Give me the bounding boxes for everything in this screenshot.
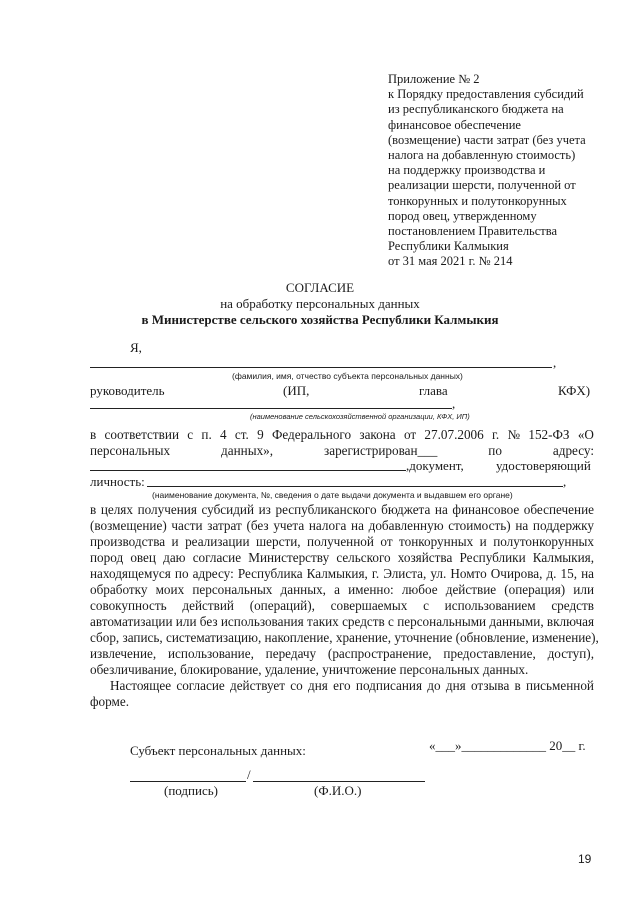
glava-word: глава xyxy=(419,383,448,398)
fio-short-fill-line[interactable] xyxy=(253,781,425,782)
organization-caption: (наименование сельскохозяйственной организации, КФХ, ИП) xyxy=(250,412,470,421)
word: 152-ФЗ xyxy=(528,427,570,442)
word: 9 xyxy=(257,427,264,442)
word: в xyxy=(90,427,97,442)
organization-heading: в Министерстве сельского хозяйства Республики Калмыкия xyxy=(141,312,499,327)
comma: , xyxy=(452,396,456,411)
paragraph-line: в целях получения субсидий из республиканского бюджета на финансовое обеспечение xyxy=(90,502,594,517)
word: от xyxy=(403,427,417,442)
address-fill-line[interactable] xyxy=(90,470,406,471)
organization-fill-line[interactable] xyxy=(90,408,452,409)
appendix-line: реализации шерсти, полученной от xyxy=(388,178,576,193)
paragraph-line: сбор, запись, систематизацию, накопление, хранение, уточнение (обновление, изменение), xyxy=(90,630,599,645)
validity-line: Настоящее согласие действует со дня его подписания до дня отзыва в письменной xyxy=(110,678,594,693)
appendix-line: (возмещение) части затрат (без учета xyxy=(388,132,586,147)
signature-separator: / xyxy=(247,767,251,782)
page-number: 19 xyxy=(578,852,592,866)
appendix-line: финансовое обеспечение xyxy=(388,117,521,132)
appendix-line: Республики Калмыкия xyxy=(388,239,509,254)
appendix-line: из республиканского бюджета на xyxy=(388,102,564,117)
word: по xyxy=(488,443,502,458)
document-subtitle: на обработку персональных данных xyxy=(220,296,420,311)
document-word: ,документ, xyxy=(406,458,464,473)
word: соответствии xyxy=(104,427,180,442)
document-title: СОГЛАСИЕ xyxy=(285,280,355,295)
word: Федерального xyxy=(271,427,352,442)
appendix-line: налога на добавленную стоимость) xyxy=(388,148,576,163)
udostoveryayushchiy-word: удостоверяющий xyxy=(496,458,591,473)
word: данных», xyxy=(221,443,274,458)
appendix-line: тонкорунных и полутонкорунных xyxy=(388,193,567,208)
appendix-block xyxy=(388,72,618,270)
appendix-line: Приложение № 2 xyxy=(388,72,480,86)
word: 27.07.2006 xyxy=(424,427,484,442)
word: зарегистрирован___ xyxy=(324,443,438,458)
comma: , xyxy=(563,474,567,489)
word: персональных xyxy=(90,443,171,458)
appendix-line: постановлением Правительства xyxy=(388,224,558,239)
ip-word: (ИП, xyxy=(283,383,310,398)
signature-caption: (подпись) xyxy=(164,783,218,798)
appendix-line: пород овец, утвержденному xyxy=(388,208,537,223)
law-line-1 xyxy=(90,427,594,443)
appendix-line: от 31 мая 2021 г. № 214 xyxy=(388,254,513,269)
document-caption: (наименование документа, №, сведения о дате выдачи документа и выдавшем его органе) xyxy=(152,490,513,500)
paragraph-line: производства и реализации шерсти, полученной от тонкорунных и полутонкорунных xyxy=(90,534,594,549)
fio-caption: (фамилия, имя, отчество субъекта персональных данных) xyxy=(232,371,463,381)
word: № xyxy=(507,427,521,442)
word: г. xyxy=(492,427,500,442)
paragraph-last-line: обезличивание, блокирование, удаление, уничтожение персональных данных. xyxy=(90,662,529,677)
paragraph-line: автоматизации или без использования таких средств с персональными данными, включая xyxy=(90,614,595,629)
subject-label: Субъект персональных данных: xyxy=(130,743,306,758)
paragraph-line: находящемуся по адресу: Республика Калмыкия, г. Элиста, ул. Номто Очирова, д. 15, на xyxy=(90,566,594,581)
appendix-line: на поддержку производства и xyxy=(388,163,546,178)
paragraph-line: обработку моих персональных данных, а именно: любое действие (операция) или xyxy=(90,582,594,597)
paragraph-line: совокупность действий (операций), совершаемых с использованием средств xyxy=(90,598,594,613)
word: ст. xyxy=(234,427,249,442)
paragraph-line: пород овец даю согласие Министерству сельского хозяйства Республики Калмыкия, xyxy=(90,550,594,565)
paragraph-line: извлечение, использование, передачу (распространение, предоставление, доступ), xyxy=(90,646,594,661)
word: закона xyxy=(359,427,396,442)
word: адресу: xyxy=(552,443,594,458)
identity-fill-line[interactable] xyxy=(147,486,563,487)
word: п. xyxy=(201,427,212,442)
word: с xyxy=(187,427,194,442)
signature-fill-line[interactable] xyxy=(130,781,246,782)
law-line-2 xyxy=(90,443,594,459)
kfh-word: КФХ) xyxy=(558,383,591,398)
paragraph-line: (возмещение) части затрат (без учета налога на добавленную стоимость) на поддержку xyxy=(90,518,594,533)
word: «О xyxy=(577,427,594,442)
appendix-line: к Порядку предоставления субсидий xyxy=(388,87,584,102)
date-field[interactable]: «___»_____________ 20__ г. xyxy=(429,738,586,753)
fio-fill-line[interactable] xyxy=(90,367,552,368)
ya-label: Я, xyxy=(130,340,142,355)
rukovoditel-word: руководитель xyxy=(90,383,165,398)
fio-short-caption: (Ф.И.О.) xyxy=(314,783,362,798)
identity-label: личность: xyxy=(90,474,145,489)
comma: , xyxy=(553,355,557,370)
word: 4 xyxy=(220,427,227,442)
validity-line: форме. xyxy=(90,694,130,709)
